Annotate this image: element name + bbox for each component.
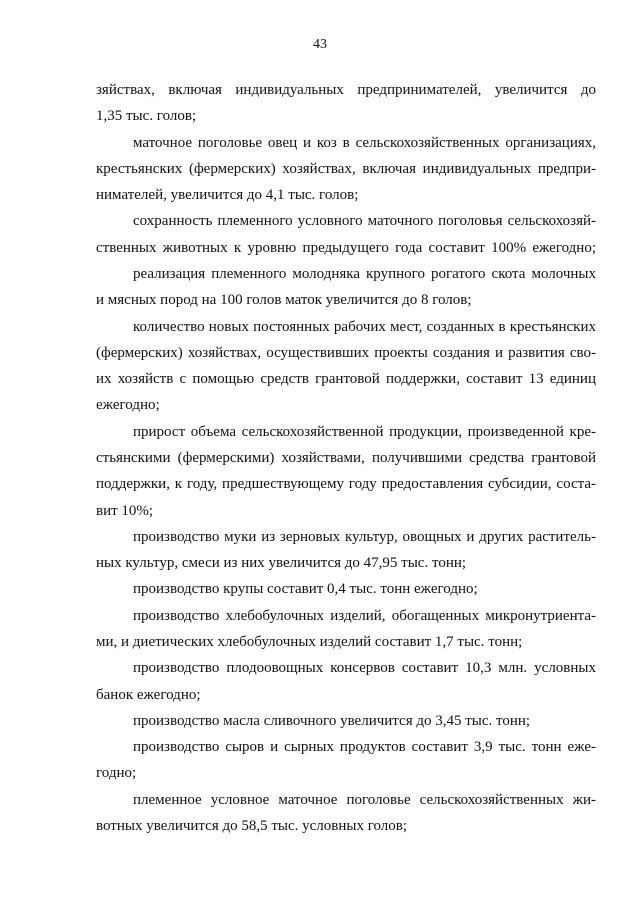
text-line: вит 10%; xyxy=(96,503,154,519)
text-line: нимателей, увеличится до 4,1 тыс. голов; xyxy=(96,187,359,203)
text-line: поддержки, к году, предшествующему году предоставления субсидии, соста- xyxy=(96,476,596,492)
text-line: производство плодоовощных консервов составит 10,3 млн. условных xyxy=(133,660,596,676)
text-line: количество новых постоянных рабочих мест, созданных в крестьянских xyxy=(133,319,596,335)
text-line: производство крупы составит 0,4 тыс. тонн ежегодно; xyxy=(133,581,478,597)
text-line: крестьянских (фермерских) хозяйствах, включая индивидуальных предпри- xyxy=(96,161,596,177)
text-line: их хозяйств с помощью средств грантовой поддержки, составит 13 единиц xyxy=(96,371,596,387)
page-number: 43 xyxy=(313,37,327,52)
text-line: (фермерских) хозяйствах, осуществивших проекты создания и развития сво- xyxy=(96,345,596,361)
text-line: производство масла сливочного увеличится до 3,45 тыс. тонн; xyxy=(133,713,531,729)
text-line: реализация племенного молодняка крупного рогатого скота молочных xyxy=(133,266,596,282)
text-line: ных культур, смеси из них увеличится до 47,95 тыс. тонн; xyxy=(96,555,467,571)
text-line: зяйствах, включая индивидуальных предпринимателей, увеличится до xyxy=(96,82,596,98)
text-line: маточное поголовье овец и коз в сельскохозяйственных организациях, xyxy=(133,135,596,151)
text-line: ми, и диетических хлебобулочных изделий составит 1,7 тыс. тонн; xyxy=(96,634,523,650)
text-line: вотных увеличится до 58,5 тыс. условных голов; xyxy=(96,818,408,834)
text-line: сохранность племенного условного маточного поголовья сельскохозяй- xyxy=(133,213,596,229)
text-line: ственных животных к уровню предыдущего года составит 100% ежегодно; xyxy=(96,240,596,256)
text-line: и мясных пород на 100 голов маток увеличится до 8 голов; xyxy=(96,292,472,308)
text-line: производство муки из зерновых культур, овощных и других раститель- xyxy=(133,529,596,545)
text-line: производство сыров и сырных продуктов составит 3,9 тыс. тонн еже- xyxy=(133,739,596,755)
text-line: банок ежегодно; xyxy=(96,687,201,703)
text-line: стьянскими (фермерскими) хозяйствами, получившими средства грантовой xyxy=(96,450,596,466)
text-line: прирост объема сельскохозяйственной продукции, произведенной кре- xyxy=(133,424,596,440)
text-line: годно; xyxy=(96,765,137,781)
text-line: ежегодно; xyxy=(96,397,160,413)
text-line: 1,35 тыс. голов; xyxy=(96,108,197,124)
text-line: производство хлебобулочных изделий, обогащенных микронутриента- xyxy=(133,608,596,624)
text-line: племенное условное маточное поголовье сельскохозяйственных жи- xyxy=(133,792,596,808)
